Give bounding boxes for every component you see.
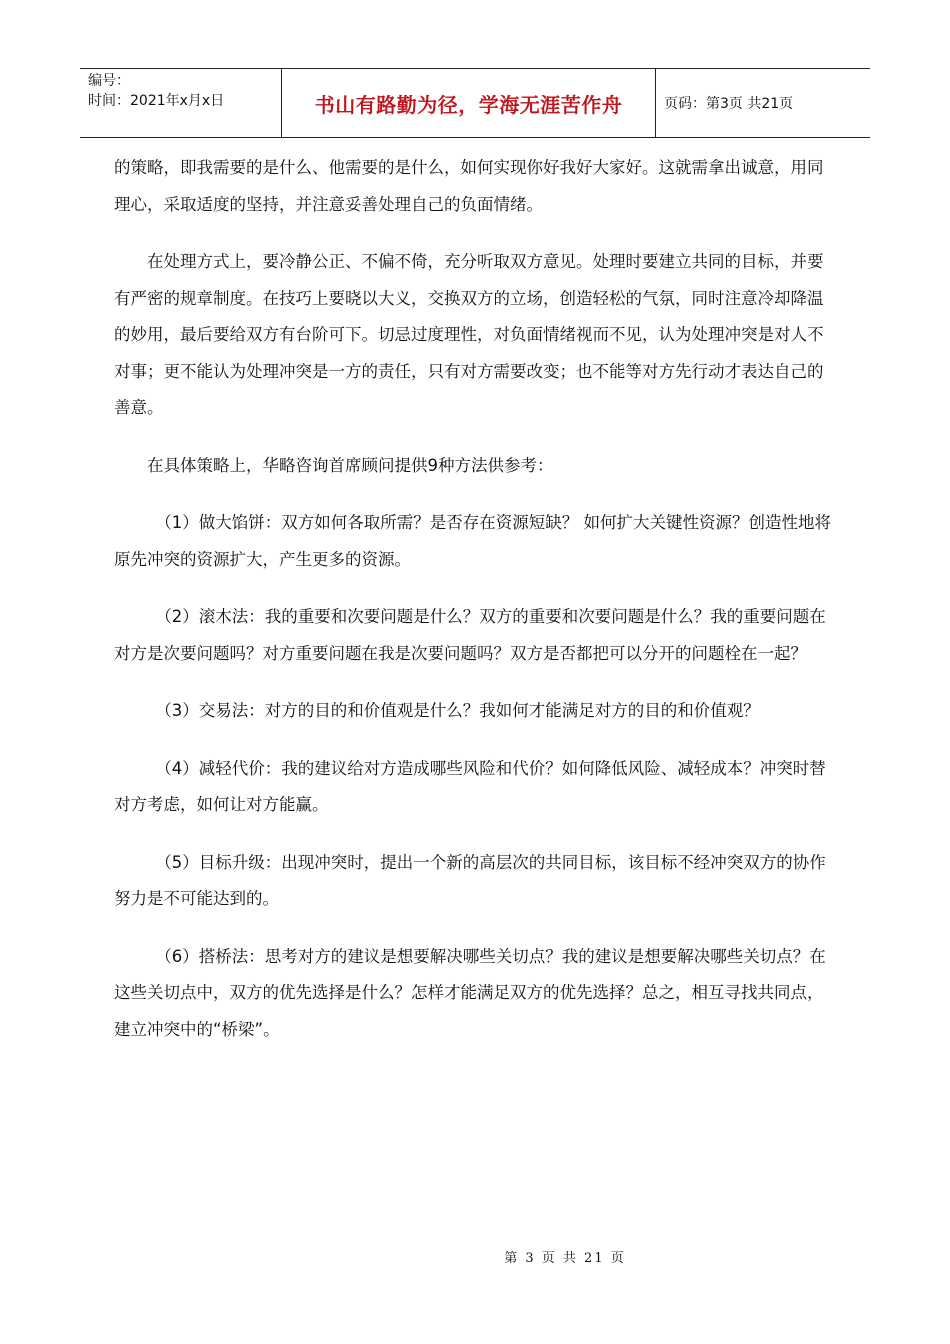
list-item-strategy-4: （4）减轻代价：我的建议给对方造成哪些风险和代价？如何降低风险、减轻成本？冲突时替对方考虑，如何让对方能赢。: [114, 758, 826, 814]
header-meta: [80, 69, 282, 137]
list-item-strategy-1: （1）做大馅饼：双方如何各取所需？是否存在资源短缺？ 如何扩大关键性资源？创造性地将原先冲突的资源扩大，产生更多的资源。: [114, 513, 831, 569]
page-header: [80, 68, 870, 138]
header-motto: 书山有路勤为径，学海无涯苦作舟: [282, 69, 656, 137]
list-item-strategy-3: （3）交易法：对方的目的和价值观是什么？我如何才能满足对方的目的和价值观？: [155, 701, 760, 720]
page-footer: 第 3 页 共 21 页: [504, 1251, 626, 1266]
paragraph-continuation: 的策略，即我需要的是什么、他需要的是什么，如何实现你好我好大家好。这就需拿出诚意，用同理心，采取适度的坚持，并注意妥善处理自己的负面情绪。: [114, 158, 824, 214]
header-page-info: 页码：第3页 共21页: [664, 96, 794, 112]
list-item-strategy-5: （5）目标升级：出现冲突时，提出一个新的高层次的共同目标，该目标不经冲突双方的协作努力是不可能达到的。: [114, 852, 826, 908]
list-item-strategy-2: （2）滚木法：我的重要和次要问题是什么？双方的重要和次要问题是什么？我的重要问题在对方是次要问题吗？对方重要问题在我是次要问题吗？双方是否都把可以分开的问题栓在一起？: [114, 607, 826, 663]
document-number-label: 编号：: [88, 73, 130, 89]
list-item-strategy-6: （6）搭桥法：思考对方的建议是想要解决哪些关切点？我的建议是想要解决哪些关切点？在这些关切点中，双方的优先选择是什么？怎样才能满足双方的优先选择？总之，相互寻找共同点，建立冲突中的“桥梁”。: [114, 946, 826, 1039]
document-body: [114, 150, 838, 1069]
paragraph-handling-approach: 在处理方式上，要冷静公正、不偏不倚，充分听取双方意见。处理时要建立共同的目标，并要有严密的规章制度。在技巧上要晓以大义，交换双方的立场，创造轻松的气氛，同时注意冷却降温的妙用，最后要给双方有台阶可下。切忌过度理性，对负面情绪视而不见，认为处理冲突是对人不对事；更不能认为处理冲突是一方的责任，只有对方需要改变；也不能等对方先行动才表达自己的善意。: [114, 252, 824, 417]
paragraph-strategy-intro: 在具体策略上，华略咨询首席顾问提供9种方法供参考：: [147, 455, 554, 475]
document-date: 时间：2021年x月x日: [88, 93, 225, 109]
